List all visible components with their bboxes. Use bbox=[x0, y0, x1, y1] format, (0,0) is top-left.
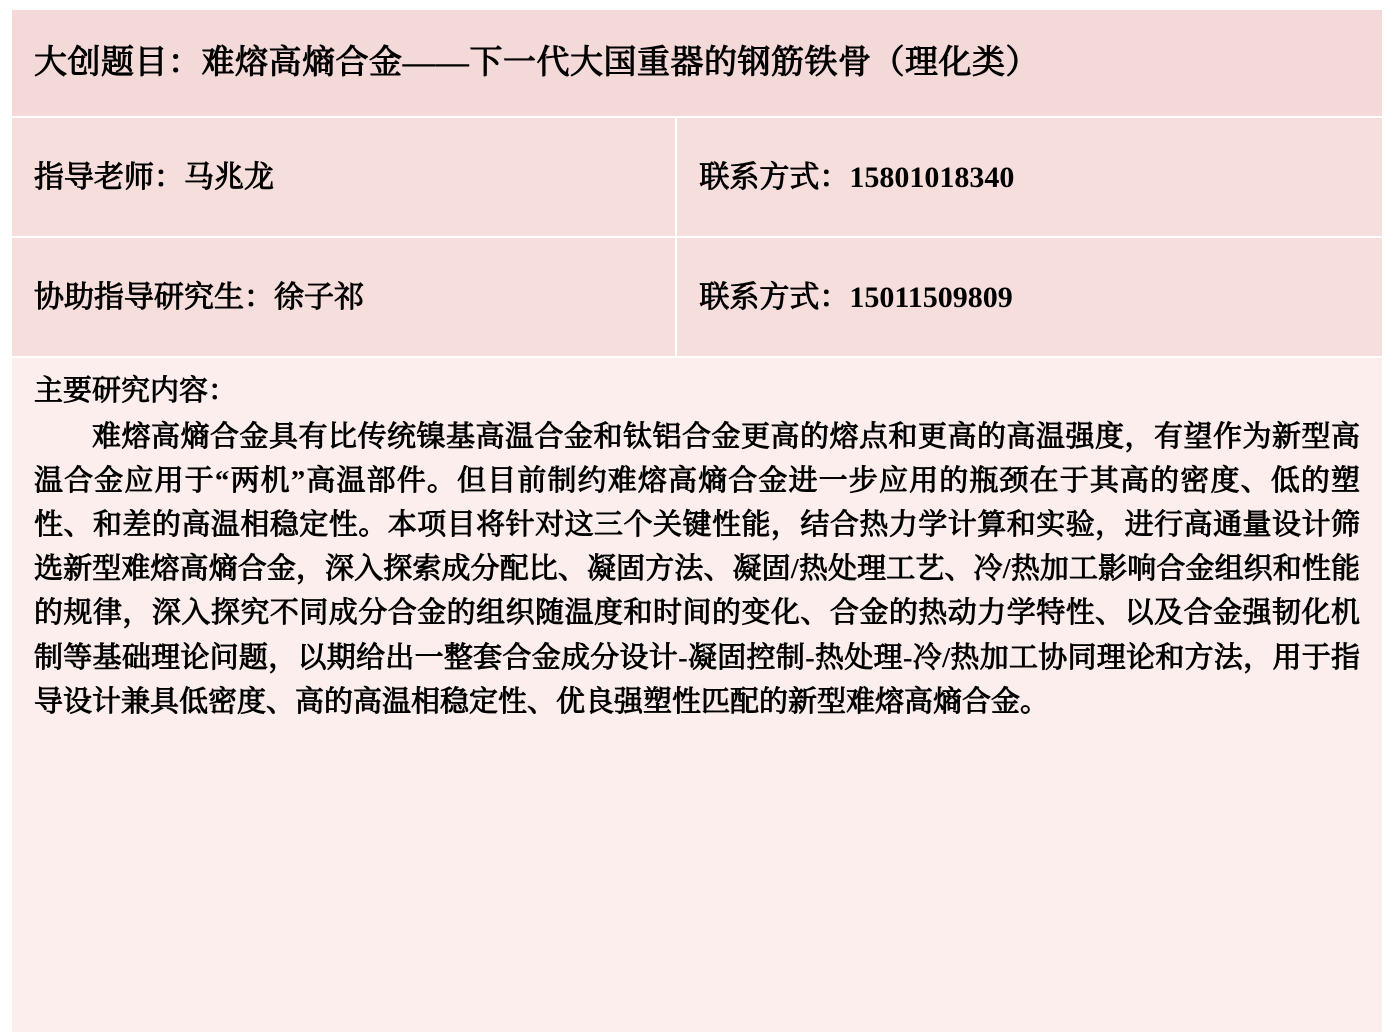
teacher-name-cell bbox=[11, 117, 676, 237]
project-title-text: 大创题目：难熔高熵合金——下一代大国重器的钢筋铁骨（理化类） bbox=[34, 44, 1039, 81]
teacher-name-text: 指导老师：马兆龙 bbox=[34, 160, 274, 194]
table-row-content bbox=[11, 357, 1383, 1033]
assistant-contact-cell bbox=[676, 237, 1383, 357]
assistant-name-cell bbox=[11, 237, 676, 357]
research-content-body: 难熔高熵合金具有比传统镍基高温合金和钛铝合金更高的熔点和更高的高温强度，有望作为新型高温合金应用于“两机”高温部件。但目前制约难熔高熵合金进一步应用的瓶颈在于其高的密度、低的塑性、和差的高温相稳定性。本项目将针对这三个关键性能，结合热力学计算和实验，进行高通量设计筛选新型难熔高熵合金，深入探索成分配比、凝固方法、凝固/热处理工艺、冷/热加工影响合金组织和性能的规律，深入探究不同成分合金的组织随温度和时间的变化、合金的热动力学特性、以及合金强韧化机制等基础理论问题，以期给出一整套合金成分设计-凝固控制-热处理-冷/热加工协同理论和方法，用于指导设计兼具低密度、高的高温相稳定性、优良强塑性匹配的新型难熔高熵合金。 bbox=[34, 421, 1360, 718]
research-content-cell bbox=[11, 357, 1383, 1033]
research-content-heading: 主要研究内容： bbox=[34, 375, 238, 407]
table-row-title bbox=[11, 9, 1383, 117]
table-row-teacher bbox=[11, 117, 1383, 237]
table-row-assistant bbox=[11, 237, 1383, 357]
teacher-contact-text: 联系方式：15801018340 bbox=[699, 160, 1015, 194]
assistant-name-text: 协助指导研究生：徐子祁 bbox=[34, 280, 364, 314]
project-info-table bbox=[10, 8, 1384, 1034]
teacher-contact-cell bbox=[676, 117, 1383, 237]
assistant-contact-text: 联系方式：15011509809 bbox=[699, 280, 1013, 314]
project-title-cell bbox=[11, 9, 1383, 117]
